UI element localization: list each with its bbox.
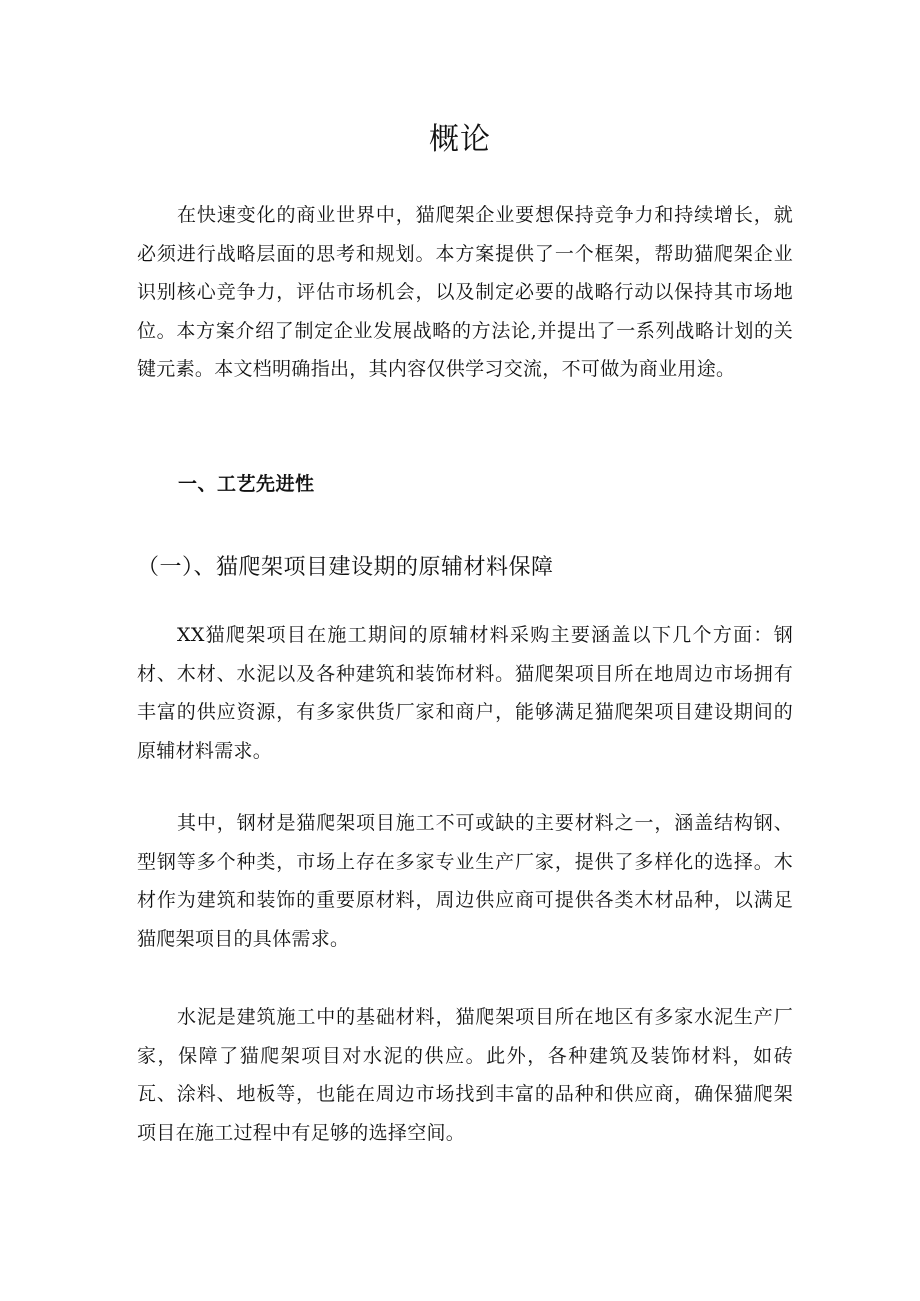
body-paragraph-1: XX猫爬架项目在施工期间的原辅材料采购主要涵盖以下几个方面：钢材、木材、水泥以及各种建筑和装饰材料。猫爬架项目所在地周边市场拥有丰富的供应资源，有多家供货厂家和商户，能够满足猫爬架项目建设期间的原辅材料需求。: [137, 624, 793, 762]
intro-paragraph: 在快速变化的商业世界中，猫爬架企业要想保持竞争力和持续增长，就必须进行战略层面的思考和规划。本方案提供了一个框架，帮助猫爬架企业识别核心竞争力，评估市场机会，以及制定必要的战略行动以保持其市场地位。本方案介绍了制定企业发展战略的方法论,并提出了一系列战略计划的关键元素。本文档明确指出，其内容仅供学习交流，不可做为商业用途。: [137, 204, 793, 380]
body-paragraph-2: 其中，钢材是猫爬架项目施工不可或缺的主要材料之一，涵盖结构钢、型钢等多个种类，市场上存在多家专业生产厂家，提供了多样化的选择。木材作为建筑和装饰的重要原材料，周边供应商可提供各类木材品种，以满足猫爬架项目的具体需求。: [137, 812, 793, 950]
subsection-heading: （一）、猫爬架项目建设期的原辅材料保障: [137, 555, 554, 580]
section-heading: 一、工艺先进性: [178, 473, 315, 495]
document-title: 概论: [429, 122, 491, 157]
body-paragraph-3: 水泥是建筑施工中的基础材料，猫爬架项目所在地区有多家水泥生产厂家，保障了猫爬架项目对水泥的供应。此外，各种建筑及装饰材料，如砖瓦、涂料、地板等，也能在周边市场找到丰富的品种和供应商，确保猫爬架项目在施工过程中有足够的选择空间。: [137, 1006, 793, 1144]
